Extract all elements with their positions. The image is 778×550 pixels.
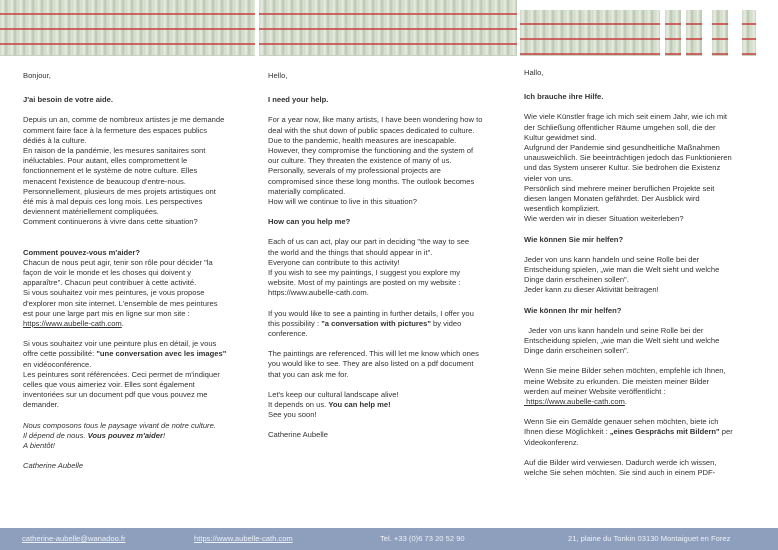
fr-text-line: Si vous souhaitez voir une peinture plus en détail, je vous — [23, 339, 217, 349]
en-bold-text: You can help me! — [328, 400, 391, 410]
en-text-line: Personally, severals of my professional projects are — [268, 166, 441, 176]
en-text-line: The paintings are referenced. This will let me know which ones — [268, 349, 479, 359]
de-question: Wie können Ihr mir helfen? — [524, 305, 622, 315]
de-text-line: Persönlich sind mehrere meiner beruflichen Projekte seit — [524, 183, 715, 193]
de-text: Ihnen diese Möglichkeit : — [524, 427, 610, 437]
de-text-line: vieler von uns. — [524, 173, 573, 183]
fr-text-line: été mis à mal depuis ces long mois. Les perspectives — [23, 197, 203, 207]
de-website-link[interactable]: https://www.aubelle-cath.com — [524, 397, 625, 407]
de-text-line: Wie viele Künstler frage ich mich seit einem Jahr, wie ich mit — [524, 112, 727, 122]
en-text-line: compromised since these long months. The outlook becomes — [268, 176, 475, 186]
fr-text-line: Les peintures sont référencées. Ceci permet de m'indiquer — [23, 369, 220, 379]
en-heading: I need your help. — [268, 95, 329, 105]
banner-strip-1 — [665, 10, 681, 56]
fr-text-line: celles que vous aimeriez voir. Elles sont également — [23, 380, 195, 390]
fr-closing-line: A bientôt! — [23, 441, 55, 451]
en-text: by video — [430, 318, 462, 328]
fr-text-line: En raison de la pandémie, les mesures sanitaires sont — [23, 146, 206, 156]
fr-text-line: Chacun de nous peut agir, tenir son rôle pour décider "la — [23, 257, 213, 267]
en-greeting: Hello, — [268, 71, 288, 80]
fr-text: offre cette possibilité: — [23, 349, 97, 359]
fr-heading: J'ai besoin de votre aide. — [23, 95, 114, 105]
fr-text-line: Depuis un an, comme de nombreux artistes je me demande — [23, 115, 225, 125]
en-text-line: Each of us can act, play our part in deciding "the way to see — [268, 237, 470, 247]
en-text-line — [268, 319, 508, 329]
fr-website-line — [23, 319, 251, 329]
en-bold-text: "a conversation with pictures" — [321, 318, 431, 328]
en-text-line: materially complicated. — [268, 186, 346, 196]
en-text-line: that you can ask me for. — [268, 369, 349, 379]
banner-painting-left — [0, 0, 255, 56]
de-text-line: Aufgrund der Pandemie sind gesundheitliche Maßnahmen — [524, 143, 720, 153]
de-text-line: Entscheidung spielen, „wie man die Welt sieht und welche — [524, 265, 720, 275]
fr-text-line: Si vous souhaitez voir mes peintures, je vous propose — [23, 288, 205, 298]
de-text-line: diesen langen Monaten gefährdet. Der Ausblick wird — [524, 194, 700, 204]
footer-bar — [0, 528, 778, 550]
de-text-line: der Schließung öffentlicher Räume umgehen soll, die der — [524, 122, 716, 132]
fr-closing-line — [23, 431, 251, 441]
fr-bold-text: Vous pouvez m'aider — [87, 430, 163, 440]
de-text-line: Auf die Bilder wird verwiesen. Dadurch werde ich wissen, — [524, 457, 717, 467]
fr-text-line: Personnellement, plusieurs de mes projets artistiques ont — [23, 186, 216, 196]
en-text-line: However, they compromise the functioning and the system of — [268, 146, 474, 156]
banner-strip-4 — [742, 10, 756, 56]
fr-signature: Catherine Aubelle — [23, 461, 84, 471]
footer-email-link[interactable]: catherine-aubelle@wanadoo.fr — [22, 534, 126, 543]
de-text-line: welche Sie sehen möchten. Sie sind auch in einem PDF- — [524, 468, 716, 478]
fr-website-link[interactable]: https://www.aubelle-cath.com — [23, 319, 122, 329]
de-website-line — [524, 397, 764, 407]
de-text-line: Wie werden wir in dieser Situation weiterleben? — [524, 214, 684, 224]
en-text-line: If you wish to see my paintings, I suggest you explore my — [268, 268, 461, 278]
en-text-line: website. Most of my paintings are posted on my website : — [268, 278, 461, 288]
de-text-line: Wenn Sie meine Bilder sehen möchten, empfehle ich Ihnen, — [524, 366, 726, 376]
en-text-line: our culture. They threaten the existence of many of us. — [268, 156, 452, 166]
fr-greeting: Bonjour, — [23, 71, 51, 80]
de-period: . — [624, 397, 627, 407]
footer-phone: Tel. +33 (0)6 73 20 52 90 — [380, 534, 465, 543]
en-text-line: For a year now, like many artists, I have been wondering how to — [268, 115, 483, 125]
de-text-line: Videokonferenz. — [524, 437, 579, 447]
de-text-line: unausweichlich. Sie beeinträchtigen jedoch das Funktionieren — [524, 153, 732, 163]
de-text-line: Dinge darin erscheinen sollen". — [524, 275, 629, 285]
en-text-line: How will we continue to live in this situation? — [268, 197, 417, 207]
de-text-line: Kultur gewidmet sind. — [524, 132, 597, 142]
fr-text-line: Comment continuerons à vivre dans cette situation? — [23, 217, 198, 227]
en-closing-line — [268, 400, 508, 410]
de-greeting: Hallo, — [524, 68, 544, 77]
fr-text-line: est pour une large part mis en ligne sur mon site : — [23, 308, 190, 318]
fr-text-line: apparaître". Chacun peut contribuer à cette activité. — [23, 278, 197, 288]
en-text-line: you would like to see. They are also listed on a pdf document — [268, 359, 474, 369]
fr-text-line: deviennent matériellement compliquées. — [23, 207, 159, 217]
fr-text-line: d'explorer mon site internet. L'ensemble de mes peintures — [23, 298, 218, 308]
en-text: this possibility : — [268, 318, 322, 328]
fr-closing-line: Nous composons tous le paysage vivant de notre culture. — [23, 420, 216, 430]
banner-painting-right — [520, 10, 660, 56]
en-text-line: deal with the shut down of public spaces dedicated to culture. — [268, 125, 475, 135]
de-text-line: Jeder von uns kann handeln und seine Rolle bei der — [524, 254, 700, 264]
fr-text-line: menacent l'existence de beaucoup d'entre-nous. — [23, 176, 186, 186]
fr-text-line: demander. — [23, 400, 59, 410]
fr-text-line: comment faire face à la fermeture des espaces publics — [23, 125, 208, 135]
de-text-line — [524, 427, 764, 437]
french-column — [23, 71, 251, 472]
en-closing-line: Let's keep our cultural landscape alive! — [268, 389, 399, 399]
de-heading: Ich brauche ihre Hilfe. — [524, 92, 604, 102]
de-text: per — [719, 427, 733, 437]
de-text-line: wesentlich kompliziert. — [524, 204, 600, 214]
en-text-line: Due to the pandemic, health measures are inescapable. — [268, 135, 457, 145]
fr-text-line: en vidéoconférence. — [23, 359, 92, 369]
en-text-line: If you would like to see a painting in further details, I offer you — [268, 308, 474, 318]
fr-text: ! — [162, 430, 166, 440]
fr-text-line: dédiés à la culture. — [23, 135, 87, 145]
de-text-line: Jeder von uns kann handeln und seine Rolle bei der — [524, 325, 704, 335]
banner-strip-3 — [712, 10, 728, 56]
de-text-line: Wenn Sie ein Gemälde genauer sehen möchten, biete ich — [524, 417, 719, 427]
de-text-line: Jeder kann zu dieser Aktivität beitragen! — [524, 285, 659, 295]
fr-text-line: inéluctables. Pour autant, elles compromettent le — [23, 156, 188, 166]
de-bold-text: „eines Gesprächs mit Bildern" — [609, 427, 720, 437]
fr-question: Comment pouvez-vous m'aider? — [23, 247, 140, 257]
english-column — [268, 71, 508, 441]
banner-painting-middle — [259, 0, 517, 56]
footer-address: 21, plaine du Tonkin 03130 Montaiguet en Forez — [568, 534, 731, 543]
fr-text-line: inventoriées sur un document pdf que vous pouvez me — [23, 390, 208, 400]
fr-text-line: façon de voir le monde et les choses qui doivent y — [23, 268, 192, 278]
en-text-line: conference. — [268, 329, 308, 339]
fr-text: Il dépend de nous. — [23, 430, 88, 440]
en-text-line: Everyone can contribute to this activity! — [268, 257, 400, 267]
en-text: It depends on us. — [268, 400, 329, 410]
de-text-line: Dinge darin erscheinen sollen". — [524, 346, 629, 356]
de-text-line: meine Website zu erkunden. Die meisten meiner Bilder — [524, 376, 710, 386]
german-column — [524, 68, 764, 478]
fr-period: . — [121, 319, 124, 329]
fr-text-line: fonctionnement et le système de notre culture. Elles — [23, 166, 198, 176]
de-text-line: werden auf meiner Website veröffentlicht : — [524, 386, 666, 396]
fr-bold-text: "une conversation avec les images" — [96, 349, 227, 359]
en-signature: Catherine Aubelle — [268, 430, 328, 440]
de-text-line: und das System unserer Kultur. Sie bedrohen die Existenz — [524, 163, 721, 173]
de-question: Wie können Sie mir helfen? — [524, 234, 624, 244]
footer-website-link[interactable]: https://www.aubelle-cath.com — [194, 534, 293, 543]
banner-strip-2 — [686, 10, 702, 56]
de-text-line: Entscheidung spielen, „wie man die Welt sieht und welche — [524, 336, 720, 346]
fr-text-line — [23, 349, 251, 359]
en-question: How can you help me? — [268, 217, 351, 227]
en-website-link[interactable]: https://www.aubelle-cath.com. — [268, 288, 369, 298]
en-text-line: the world and the things that should appear in it". — [268, 247, 433, 257]
en-closing-line: See you soon! — [268, 410, 317, 420]
